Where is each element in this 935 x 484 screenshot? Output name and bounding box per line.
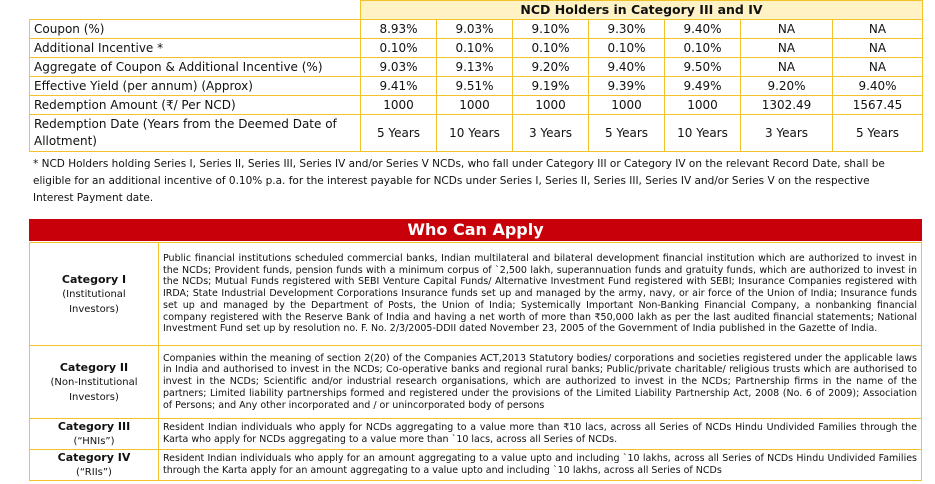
who-can-apply-table xyxy=(29,242,922,481)
category-cell xyxy=(30,243,159,346)
category-subtitle: (“HNIs”) xyxy=(73,436,115,447)
cell: 1000 xyxy=(589,96,665,115)
category-cell xyxy=(30,346,159,419)
cell: 0.10% xyxy=(361,39,437,58)
category-name: Category IV xyxy=(57,451,131,464)
category-header: NCD Holders in Category III and IV xyxy=(361,1,923,20)
cell: 1000 xyxy=(513,96,589,115)
cell: 9.13% xyxy=(437,58,513,77)
cell: 10 Years xyxy=(437,115,513,152)
cell: 3 Years xyxy=(513,115,589,152)
category-subtitle: Investors) xyxy=(69,303,119,315)
cell: 9.40% xyxy=(833,77,923,96)
cell: 5 Years xyxy=(833,115,923,152)
cell: NA xyxy=(741,20,833,39)
category-subtitle: Investors) xyxy=(69,391,119,403)
cell: 9.19% xyxy=(513,77,589,96)
table-row xyxy=(30,20,923,39)
category-description: Resident Indian individuals who apply for NCDs aggregating to a value more than ₹10 lacs, across all Series of NCDs Hindu Undivided Families through the Karta who apply for NCDs aggregating to a value more than `10 lacs, across all Series of NCDs. xyxy=(159,419,922,450)
row-label: Redemption Date (Years from the Deemed Date of Allotment) xyxy=(30,115,361,152)
row-label: Redemption Amount (₹/ Per NCD) xyxy=(30,96,361,115)
cell: 9.30% xyxy=(589,20,665,39)
cell: 5 Years xyxy=(589,115,665,152)
category-subtitle: (Institutional xyxy=(62,288,126,300)
cell: 9.03% xyxy=(361,58,437,77)
cell: 1000 xyxy=(665,96,741,115)
category-cell xyxy=(30,450,159,481)
cell: 9.50% xyxy=(665,58,741,77)
table-row xyxy=(30,115,923,152)
row-label: Effective Yield (per annum) (Approx) xyxy=(30,77,361,96)
who-can-apply-banner: Who Can Apply xyxy=(29,219,922,241)
category-cell xyxy=(30,419,159,450)
table-row xyxy=(30,39,923,58)
cell: 0.10% xyxy=(589,39,665,58)
table-row xyxy=(30,96,923,115)
cell: NA xyxy=(741,39,833,58)
category-row xyxy=(30,450,922,481)
category-description: Resident Indian individuals who apply for an amount aggregating to a value upto and including `10 lakhs, across all Series of NCDs Hindu Undivided Families through the Karta apply for an amount aggregating to a value upto and including `10 lakhs, across all Series of NCDs xyxy=(159,450,922,481)
cell: 9.40% xyxy=(665,20,741,39)
category-subtitle: (Non-Institutional xyxy=(50,376,138,388)
cell: 9.20% xyxy=(741,77,833,96)
cell: 9.20% xyxy=(513,58,589,77)
ncd-terms-table xyxy=(29,0,923,152)
cell: 1000 xyxy=(361,96,437,115)
cell: 9.39% xyxy=(589,77,665,96)
category-subtitle: (“RIIs”) xyxy=(76,467,112,478)
cell: 1000 xyxy=(437,96,513,115)
cell: 9.40% xyxy=(589,58,665,77)
cell: 0.10% xyxy=(437,39,513,58)
row-label: Coupon (%) xyxy=(30,20,361,39)
category-description: Companies within the meaning of section 2(20) of the Companies ACT,2013 Statutory bodies/ corporations and societies registered under the applicable laws in India and authorised to invest in the NCDs; Co-operative banks and regional rural banks; Public/private charitable/ religious trusts which are authorised to invest in the NCDs; Scientific and/or industrial research organisations, which are authorized to invest in the NCDs; Partnership firms in the name of the partners; Limited liability partnerships formed and registered under the provisions of the Limited Liability Partnership Act, 2008 (No. 6 of 2009); Association of Persons; and Any other incorporated and / or unincorporated body of persons xyxy=(159,346,922,419)
category-name: Category III xyxy=(57,420,131,433)
cell: 9.49% xyxy=(665,77,741,96)
category-description: Public financial institutions scheduled commercial banks, Indian multilateral and bilateral development financial institution which are authorized to invest in the NCDs; Provident funds, pension funds with a minimum corpus of `2,500 lakh, superannuation funds and gratuity funds, which are authorized to invest in the NCDs; Mutual Funds registered with SEBI Venture Capital Funds/ Alternative Investment Fund registered with SEBI; Insurance Companies registered with IRDA; State Industrial Development Corporations Insurance funds set up and managed by the army, navy, or air force of the Union of India; Insurance funds set up and managed by the Department of Posts, the Union of India; Systemically Important Non-Banking Financial Company, a nonbanking financial company registered with the Reserve Bank of India and having a net worth of more than ₹50,000 lakh as per the last audited financial statements; National Investment Fund set up by resolution no. F. No. 2/3/2005-DDII dated November 23, 2005 of the Government of India published in the Gazette of India. xyxy=(159,243,922,346)
cell: NA xyxy=(833,20,923,39)
header-blank-cell xyxy=(30,1,361,20)
cell: 9.41% xyxy=(361,77,437,96)
category-row xyxy=(30,419,922,450)
cell: 1302.49 xyxy=(741,96,833,115)
cell: 10 Years xyxy=(665,115,741,152)
table-header-row xyxy=(30,1,923,20)
category-name: Category I xyxy=(61,272,127,286)
cell: 0.10% xyxy=(513,39,589,58)
category-name: Category II xyxy=(59,360,129,374)
row-label: Aggregate of Coupon & Additional Incentive (%) xyxy=(30,58,361,77)
category-row xyxy=(30,346,922,419)
cell: 5 Years xyxy=(361,115,437,152)
cell: NA xyxy=(741,58,833,77)
cell: 9.03% xyxy=(437,20,513,39)
incentive-footnote: * NCD Holders holding Series I, Series II, Series III, Series IV and/or Series V NCDs, who fall under Category III or Category IV on the relevant Record Date, shall be eligible for an additional incentive of 0.10% p.a. for the interest payable for NCDs under Series I, Series II, Series III, Series IV and/or Series V on the respective Interest Payment date. xyxy=(33,158,885,204)
cell: 3 Years xyxy=(741,115,833,152)
table-row xyxy=(30,58,923,77)
table-row xyxy=(30,77,923,96)
cell: NA xyxy=(833,39,923,58)
cell: 1567.45 xyxy=(833,96,923,115)
cell: NA xyxy=(833,58,923,77)
category-row xyxy=(30,243,922,346)
cell: 0.10% xyxy=(665,39,741,58)
cell: 8.93% xyxy=(361,20,437,39)
cell: 9.51% xyxy=(437,77,513,96)
row-label: Additional Incentive * xyxy=(30,39,361,58)
cell: 9.10% xyxy=(513,20,589,39)
